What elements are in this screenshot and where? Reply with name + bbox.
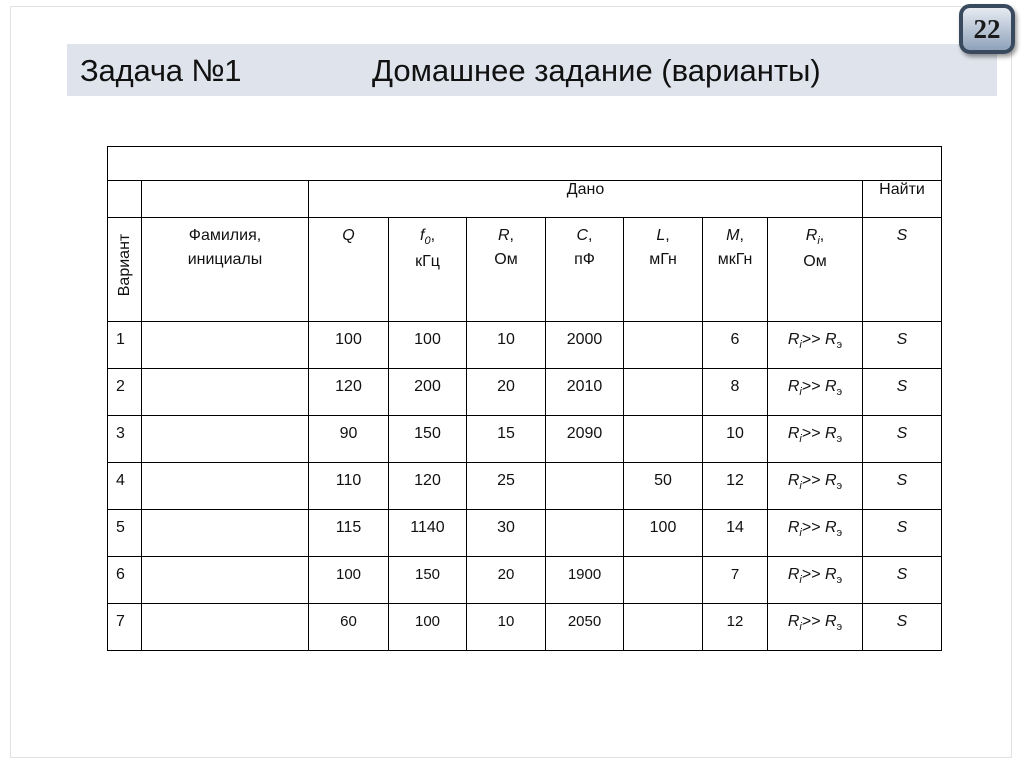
cell-ri: [768, 510, 863, 557]
cell-f0: 1140: [389, 510, 467, 557]
param-unit: мГн: [649, 251, 677, 268]
ri-sub: i: [799, 574, 802, 587]
cell-s: S: [863, 369, 942, 416]
cell-r: 20: [467, 557, 546, 604]
param-symbol-letter: R: [497, 227, 510, 244]
cell-r: 10: [467, 322, 546, 369]
param-sep: ,: [430, 227, 436, 244]
name-cell: [142, 369, 309, 416]
param-symbol: [467, 227, 545, 245]
table-row: [108, 463, 942, 510]
rs-sub: э: [836, 527, 843, 540]
ri-sub: i: [799, 339, 802, 352]
cell-ri: [768, 369, 863, 416]
ri-sub: i: [799, 386, 802, 399]
cell-l: 50: [624, 463, 703, 510]
param-header-0: [309, 218, 389, 322]
param-symbol-letter: C: [576, 227, 589, 244]
cell-c: 2010: [546, 369, 624, 416]
param-symbol-letter: L: [656, 227, 666, 244]
param-symbol: [768, 227, 862, 247]
param-header-4: [624, 218, 703, 322]
cell-r: 15: [467, 416, 546, 463]
param-symbol-sub: i: [817, 235, 820, 248]
empty-header-cell: [142, 181, 309, 218]
cell-m: 14: [703, 510, 768, 557]
cell-q: 100: [309, 557, 389, 604]
cell-l: [624, 322, 703, 369]
ri-sub: i: [799, 480, 802, 493]
table-caption-row: [108, 147, 942, 181]
ri-op: >>: [801, 472, 825, 489]
variant-number: 4: [108, 463, 142, 510]
find-param-header: S: [863, 218, 942, 322]
rs-sub: э: [836, 339, 843, 352]
task-title: Задача №1: [80, 53, 242, 88]
param-unit: Ом: [803, 253, 827, 271]
cell-s: S: [863, 322, 942, 369]
param-sep: ,: [819, 227, 825, 244]
name-header-line1: Фамилия,: [188, 227, 262, 244]
cell-l: 100: [624, 510, 703, 557]
cell-f0: 150: [389, 416, 467, 463]
param-sep: ,: [509, 227, 514, 244]
cell-c: [546, 463, 624, 510]
param-header-2: [467, 218, 546, 322]
name-cell: [142, 510, 309, 557]
cell-r: 30: [467, 510, 546, 557]
cell-q: 120: [309, 369, 389, 416]
cell-c: 2090: [546, 416, 624, 463]
variant-number: 7: [108, 604, 142, 651]
given-header: Дано: [309, 181, 863, 218]
name-cell: [142, 463, 309, 510]
table-row: [108, 369, 942, 416]
ri-op: >>: [801, 566, 825, 583]
cell-f0: 100: [389, 322, 467, 369]
param-unit: мкГн: [717, 251, 753, 268]
name-cell: [142, 322, 309, 369]
param-symbol-letter: R: [805, 227, 818, 244]
ri-op: >>: [801, 331, 825, 348]
param-header-6: [768, 218, 863, 322]
cell-c: 1900: [546, 557, 624, 604]
table-row: [108, 322, 942, 369]
param-symbol-letter: Q: [342, 227, 355, 244]
ri-sub: i: [799, 621, 802, 634]
cell-m: 10: [703, 416, 768, 463]
cell-s: S: [863, 463, 942, 510]
param-header-1: [389, 218, 467, 322]
cell-s: S: [863, 416, 942, 463]
param-header-3: [546, 218, 624, 322]
ri-op: >>: [801, 613, 825, 630]
ri-symbol: R: [787, 331, 800, 348]
rs-symbol: R: [824, 519, 837, 536]
ri-symbol: R: [787, 519, 800, 536]
cell-c: [546, 510, 624, 557]
cell-r: 20: [467, 369, 546, 416]
rs-symbol: R: [824, 472, 837, 489]
cell-m: 12: [703, 463, 768, 510]
param-unit: Ом: [494, 251, 518, 268]
cell-s: S: [863, 510, 942, 557]
param-sep: ,: [665, 227, 670, 244]
param-symbol-letter: f: [419, 227, 425, 244]
cell-ri: [768, 463, 863, 510]
variants-table: [107, 146, 942, 651]
cell-c: 2000: [546, 322, 624, 369]
cell-f0: 150: [389, 557, 467, 604]
cell-l: [624, 557, 703, 604]
param-symbol: [389, 227, 466, 247]
variant-label: Вариант: [115, 233, 133, 297]
group-header-row: [108, 181, 942, 218]
rs-sub: э: [836, 574, 843, 587]
rs-symbol: R: [824, 613, 837, 630]
ri-sub: i: [799, 527, 802, 540]
ri-symbol: R: [787, 613, 800, 630]
empty-header-cell: [108, 181, 142, 218]
cell-ri: [768, 322, 863, 369]
name-cell: [142, 557, 309, 604]
param-symbol: [624, 227, 702, 245]
cell-l: [624, 604, 703, 651]
rs-sub: э: [836, 433, 843, 446]
empty-caption-cell: [108, 147, 942, 181]
param-unit: кГц: [415, 253, 440, 271]
cell-q: 100: [309, 322, 389, 369]
cell-f0: 200: [389, 369, 467, 416]
variant-header: [108, 218, 142, 322]
rs-symbol: R: [824, 331, 837, 348]
title-bar: [67, 44, 997, 96]
cell-q: 60: [309, 604, 389, 651]
rs-symbol: R: [824, 378, 837, 395]
table-row: [108, 557, 942, 604]
param-unit: пФ: [574, 251, 595, 268]
cell-m: 12: [703, 604, 768, 651]
cell-c: 2050: [546, 604, 624, 651]
ri-op: >>: [801, 378, 825, 395]
page-number-badge: 22: [959, 4, 1015, 54]
param-symbol-sub: 0: [424, 235, 431, 248]
page-title: Домашнее задание (варианты): [372, 53, 821, 88]
cell-r: 10: [467, 604, 546, 651]
rs-symbol: R: [824, 566, 837, 583]
ri-op: >>: [801, 519, 825, 536]
rs-sub: э: [836, 386, 843, 399]
variant-number: 3: [108, 416, 142, 463]
variant-number: 1: [108, 322, 142, 369]
ri-symbol: R: [787, 378, 800, 395]
param-header-5: [703, 218, 768, 322]
variant-number: 5: [108, 510, 142, 557]
cell-q: 115: [309, 510, 389, 557]
name-cell: [142, 416, 309, 463]
variant-number: 2: [108, 369, 142, 416]
ri-sub: i: [799, 433, 802, 446]
param-symbol: [703, 227, 767, 245]
param-symbol-letter: M: [726, 227, 740, 244]
cell-l: [624, 416, 703, 463]
cell-q: 90: [309, 416, 389, 463]
cell-ri: [768, 416, 863, 463]
cell-m: 7: [703, 557, 768, 604]
cell-m: 8: [703, 369, 768, 416]
variant-number: 6: [108, 557, 142, 604]
rs-sub: э: [836, 480, 843, 493]
param-symbol: [309, 227, 388, 245]
ri-symbol: R: [787, 566, 800, 583]
name-header-line2: инициалы: [187, 251, 263, 268]
table-body: [108, 322, 942, 651]
cell-f0: 100: [389, 604, 467, 651]
param-symbol: [546, 227, 623, 245]
name-header: [142, 218, 309, 322]
cell-s: S: [863, 604, 942, 651]
ri-op: >>: [801, 425, 825, 442]
cell-q: 110: [309, 463, 389, 510]
rs-sub: э: [836, 621, 843, 634]
cell-f0: 120: [389, 463, 467, 510]
cell-r: 25: [467, 463, 546, 510]
find-header: Найти: [863, 181, 942, 218]
param-sep: ,: [739, 227, 744, 244]
table-row: [108, 416, 942, 463]
cell-s: S: [863, 557, 942, 604]
rs-symbol: R: [824, 425, 837, 442]
cell-m: 6: [703, 322, 768, 369]
cell-ri: [768, 604, 863, 651]
cell-ri: [768, 557, 863, 604]
table-row: [108, 510, 942, 557]
param-sep: ,: [588, 227, 593, 244]
ri-symbol: R: [787, 472, 800, 489]
cell-l: [624, 369, 703, 416]
table-row: [108, 604, 942, 651]
ri-symbol: R: [787, 425, 800, 442]
name-cell: [142, 604, 309, 651]
param-header-row: [108, 218, 942, 322]
